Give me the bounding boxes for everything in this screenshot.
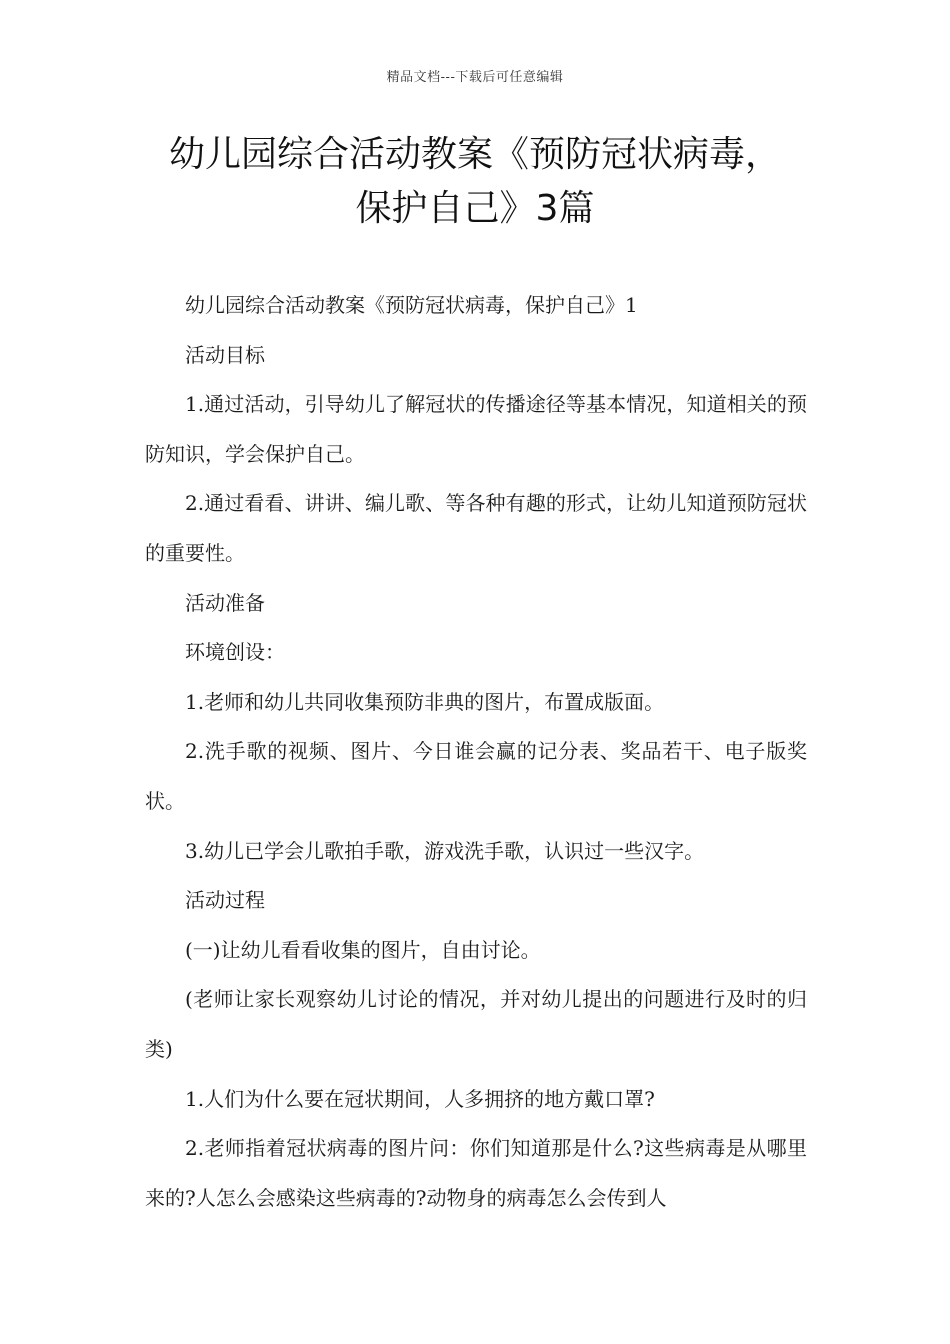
subheading-process: 活动过程 xyxy=(185,888,265,913)
process-step: (一)让幼儿看看收集的图片，自由讨论。 xyxy=(185,937,541,962)
preparation-item: 1.老师和幼儿共同收集预防非典的图片，布置成版面。 xyxy=(185,689,665,714)
preparation-item: 3.幼儿已学会儿歌拍手歌，游戏洗手歌，认识过一些汉字。 xyxy=(185,838,705,863)
goal-item: 2.通过看看、讲讲、编儿歌、等各种有趣的形式，让幼儿知道预防冠状的重要性。 xyxy=(145,491,807,565)
preparation-item: 2.洗手歌的视频、图片、今日谁会赢的记分表、奖品若干、电子版奖状。 xyxy=(145,739,807,813)
title-line-1: 幼儿园综合活动教案《预防冠状病毒， xyxy=(168,134,781,175)
title-line-2: 保护自己》3篇 xyxy=(355,188,595,229)
document-body xyxy=(145,281,807,1223)
process-note: (老师让家长观察幼儿讨论的情况，并对幼儿提出的问题进行及时的归类) xyxy=(145,987,807,1061)
document-title xyxy=(100,128,850,236)
goal-item: 1.通过活动，引导幼儿了解冠状的传播途径等基本情况，知道相关的预防知识，学会保护自己。 xyxy=(145,392,807,466)
subheading-goals: 活动目标 xyxy=(185,342,265,367)
process-question: 1.人们为什么要在冠状期间，人多拥挤的地方戴口罩? xyxy=(185,1086,655,1111)
section-heading: 幼儿园综合活动教案《预防冠状病毒，保护自己》1 xyxy=(185,293,638,317)
process-question: 2.老师指着冠状病毒的图片问：你们知道那是什么?这些病毒是从哪里来的?人怎么会感染这些病毒的?动物身的病毒怎么会传到人 xyxy=(145,1136,807,1210)
environment-label: 环境创设： xyxy=(185,640,285,665)
subheading-preparation: 活动准备 xyxy=(185,590,265,615)
header-note: 精品文档---下载后可任意编辑 xyxy=(386,70,564,85)
